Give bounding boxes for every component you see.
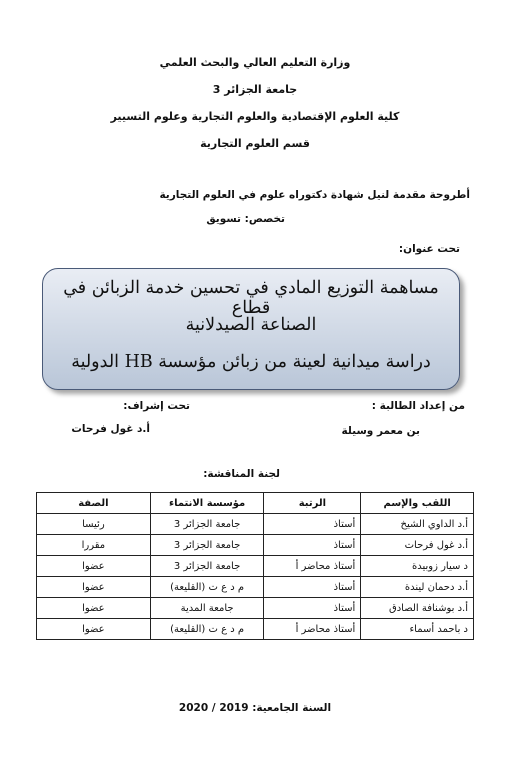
committee-label: لجنة المناقشة: — [203, 468, 280, 480]
thesis-title-line-2: الصناعة الصيدلانية — [185, 315, 317, 335]
supervisor-label: تحت إشراف: — [123, 400, 190, 412]
student-name: بن معمر وسيلة — [341, 425, 420, 437]
title-label: تحت عنوان: — [398, 243, 460, 255]
thesis-title-line-1: مساهمة التوزيع المادي في تحسين خدمة الزبائن في قطاع — [63, 278, 439, 318]
table-row — [37, 619, 474, 640]
member-name: د باحمد أسماء — [361, 619, 474, 640]
table-row — [37, 598, 474, 619]
thesis-title-box — [42, 268, 460, 390]
member-name: د سيار زوبيدة — [361, 556, 474, 577]
member-institution: جامعة المدية — [150, 598, 264, 619]
thesis-specialty: تخصص: تسويق — [206, 213, 285, 225]
member-rank: أستاذ — [264, 598, 361, 619]
table-row — [37, 556, 474, 577]
member-role: عضوا — [37, 598, 151, 619]
header-name: اللقب والإسم — [361, 493, 474, 514]
member-rank: أستاذ — [264, 535, 361, 556]
member-name: أ.د الداوي الشيخ — [361, 514, 474, 535]
table-row — [37, 577, 474, 598]
student-label: من إعداد الطالبة : — [371, 400, 465, 412]
thesis-title-line-3: دراسة ميدانية لعينة من زبائن مؤسسة HB الدولية — [71, 352, 431, 372]
member-name: أ.د بوشنافة الصادق — [361, 598, 474, 619]
member-role: عضوا — [37, 577, 151, 598]
faculty-name: كلية العلوم الإقتصادية والعلوم التجارية وعلوم التسيير — [110, 110, 400, 123]
member-role: مقررا — [37, 535, 151, 556]
table-row — [37, 514, 474, 535]
member-role: عضوا — [37, 556, 151, 577]
member-rank: أستاذ — [264, 577, 361, 598]
university-name: جامعة الجزائر 3 — [212, 83, 298, 96]
member-name: أ.د دحمان ليندة — [361, 577, 474, 598]
table-row — [37, 535, 474, 556]
thesis-description: أطروحة مقدمة لنيل شهادة دكتوراه علوم في العلوم التجارية — [159, 189, 470, 201]
academic-year: السنة الجامعية: 2019 / 2020 — [178, 702, 332, 714]
member-institution: م د ع ت (القليعة) — [150, 619, 264, 640]
member-institution: م د ع ت (القليعة) — [150, 577, 264, 598]
header-institution: مؤسسة الانتماء — [150, 493, 264, 514]
member-institution: جامعة الجزائر 3 — [150, 514, 264, 535]
ministry-name: وزارة التعليم العالي والبحث العلمي — [159, 56, 351, 69]
member-rank: أستاذ محاضر أ — [264, 619, 361, 640]
department-name: قسم العلوم التجارية — [200, 137, 310, 150]
supervisor-name: أ.د غول فرحات — [71, 423, 150, 435]
member-institution: جامعة الجزائر 3 — [150, 556, 264, 577]
member-institution: جامعة الجزائر 3 — [150, 535, 264, 556]
committee-table — [36, 492, 474, 640]
member-name: أ.د غول فرحات — [361, 535, 474, 556]
header-role: الصفة — [37, 493, 151, 514]
member-role: عضوا — [37, 619, 151, 640]
member-rank: أستاذ — [264, 514, 361, 535]
member-role: رئيسا — [37, 514, 151, 535]
member-rank: أستاذ محاضر أ — [264, 556, 361, 577]
committee-header-row — [37, 493, 474, 514]
header-rank: الرتبة — [264, 493, 361, 514]
